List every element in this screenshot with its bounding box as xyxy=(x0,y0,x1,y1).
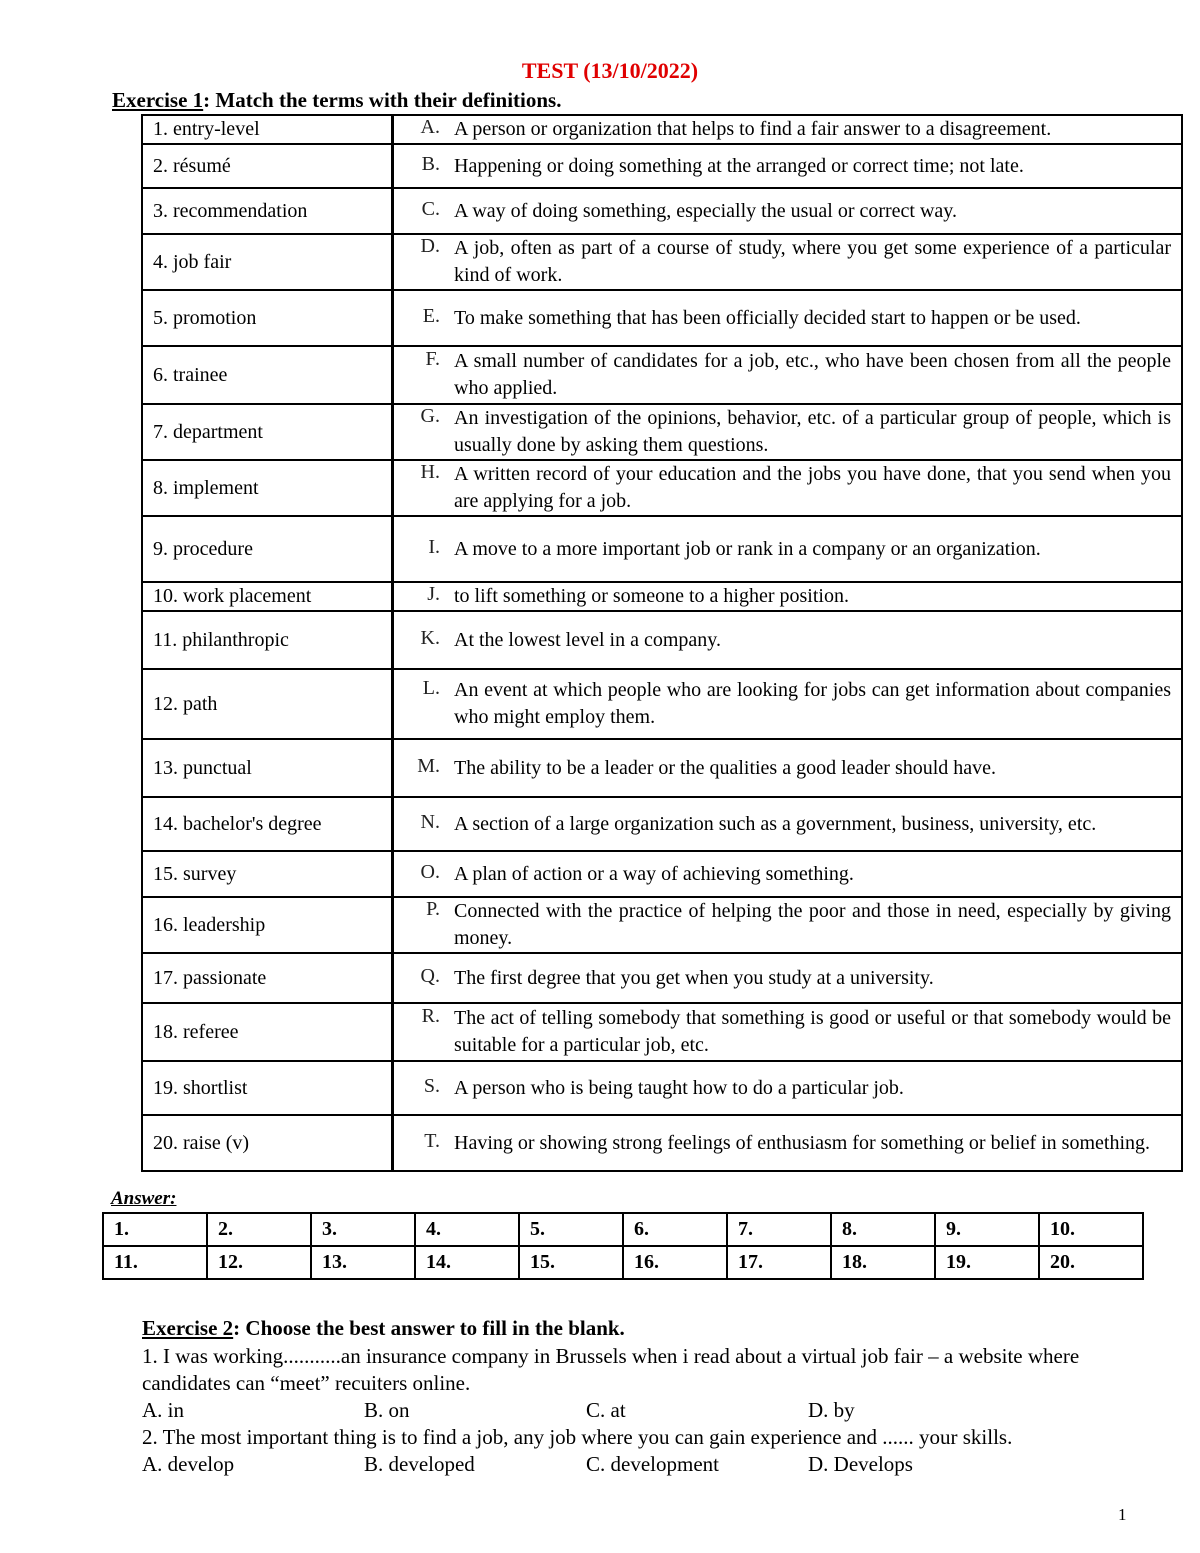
answer-cell[interactable]: 12. xyxy=(207,1246,311,1279)
definition-cell xyxy=(393,797,1183,851)
answer-cell[interactable]: 11. xyxy=(103,1246,207,1279)
match-row xyxy=(142,1115,1182,1171)
exercise-1-label: Exercise 1 xyxy=(112,88,204,112)
definition-text: Happening or doing something at the arranged or correct time; not late. xyxy=(454,154,1024,177)
definition-text: An investigation of the opinions, behavior, etc. of a particular group of people, which is usually done by asking them questions. xyxy=(454,407,1171,456)
definition-text: At the lowest level in a company. xyxy=(454,628,721,651)
exercise-2-heading xyxy=(142,1316,625,1341)
term-text: 20. raise (v) xyxy=(153,1131,250,1154)
match-row xyxy=(142,290,1182,346)
term-cell xyxy=(142,516,393,582)
term-text: 16. leadership xyxy=(153,913,266,936)
term-cell xyxy=(142,404,393,460)
exercise-2-instruction: : Choose the best answer to fill in the blank. xyxy=(233,1316,625,1340)
term-text: 3. recommendation xyxy=(153,199,308,222)
definition-cell xyxy=(393,115,1183,144)
answer-cell[interactable]: 6. xyxy=(623,1213,727,1246)
match-row xyxy=(142,460,1182,516)
definition-cell xyxy=(393,1115,1183,1171)
definition-text: A way of doing something, especially the usual or correct way. xyxy=(454,199,958,222)
term-cell xyxy=(142,797,393,851)
answer-grid xyxy=(102,1212,1144,1280)
match-row xyxy=(142,188,1182,234)
definition-text: The first degree that you get when you study at a university. xyxy=(454,966,934,989)
answer-cell[interactable]: 16. xyxy=(623,1246,727,1279)
term-text: 6. trainee xyxy=(153,363,228,386)
term-cell xyxy=(142,115,393,144)
question-1-option-b[interactable]: B. on xyxy=(364,1398,410,1422)
term-text: 13. punctual xyxy=(153,756,252,779)
term-text: 8. implement xyxy=(153,476,259,499)
definition-text: A job, often as part of a course of study, where you get some experience of a particular kind of work. xyxy=(454,237,1171,286)
match-row xyxy=(142,234,1182,290)
question-1-option-c[interactable]: C. at xyxy=(586,1398,626,1422)
definition-text: A move to a more important job or rank in a company or an organization. xyxy=(454,537,1041,560)
answer-cell[interactable]: 3. xyxy=(311,1213,415,1246)
term-cell xyxy=(142,897,393,953)
definition-cell xyxy=(393,234,1183,290)
page-title: TEST (13/10/2022) xyxy=(521,58,699,83)
question-2-text: 2. The most important thing is to find a job, any job where you can gain experience and ...... your skills. xyxy=(142,1425,1013,1449)
page-number: 1 xyxy=(1118,1505,1127,1524)
definition-letter: K. xyxy=(420,626,440,649)
exercise-1-heading xyxy=(112,88,561,113)
definition-text: A plan of action or a way of achieving something. xyxy=(454,862,854,885)
term-cell xyxy=(142,953,393,1003)
match-row xyxy=(142,953,1182,1003)
definition-text: A small number of candidates for a job, etc., who have been chosen from all the people who applied. xyxy=(454,350,1171,399)
definition-text: A section of a large organization such as a government, business, university, etc. xyxy=(454,812,1097,835)
definition-letter: S. xyxy=(423,1074,440,1097)
term-text: 10. work placement xyxy=(153,585,312,607)
definition-text: A written record of your education and the jobs you have done, that you send when you are applying for a job. xyxy=(454,463,1171,512)
match-row xyxy=(142,1061,1182,1115)
match-row xyxy=(142,346,1182,404)
match-row xyxy=(142,669,1182,739)
match-row xyxy=(142,897,1182,953)
question-1-option-d[interactable]: D. by xyxy=(808,1398,855,1422)
definition-letter: P. xyxy=(426,898,440,920)
definition-letter: O. xyxy=(420,860,440,883)
definition-letter: F. xyxy=(425,348,440,370)
term-cell xyxy=(142,669,393,739)
term-cell xyxy=(142,1003,393,1061)
answer-cell[interactable]: 4. xyxy=(415,1213,519,1246)
definition-letter: B. xyxy=(421,152,440,175)
question-1-options xyxy=(142,1397,1152,1424)
definition-letter: N. xyxy=(420,810,440,833)
term-cell xyxy=(142,144,393,188)
definition-letter: G. xyxy=(420,405,440,427)
question-2-options xyxy=(142,1451,1152,1478)
term-text: 15. survey xyxy=(153,862,237,885)
term-cell xyxy=(142,460,393,516)
answer-cell[interactable]: 20. xyxy=(1039,1246,1143,1279)
term-cell xyxy=(142,188,393,234)
definition-letter: T. xyxy=(424,1129,440,1152)
definition-letter: E. xyxy=(422,304,440,327)
definition-text: An event at which people who are looking for jobs can get information about companies who might employ them. xyxy=(454,679,1171,728)
answer-cell[interactable]: 1. xyxy=(103,1213,207,1246)
answer-cell[interactable]: 9. xyxy=(935,1213,1039,1246)
term-text: 19. shortlist xyxy=(153,1076,248,1099)
term-text: 1. entry-level xyxy=(153,118,260,140)
definition-cell xyxy=(393,582,1183,611)
exercise-2-label: Exercise 2 xyxy=(142,1316,234,1340)
answer-cell[interactable]: 2. xyxy=(207,1213,311,1246)
definition-letter: Q. xyxy=(420,964,440,987)
definition-letter: R. xyxy=(421,1005,440,1027)
term-text: 17. passionate xyxy=(153,966,267,989)
exercise-1-instruction: : Match the terms with their definitions. xyxy=(203,88,562,112)
term-text: 11. philanthropic xyxy=(153,628,289,651)
definition-text: to lift something or someone to a higher position. xyxy=(454,585,849,607)
answer-cell[interactable]: 8. xyxy=(831,1213,935,1246)
answer-cell[interactable]: 5. xyxy=(519,1213,623,1246)
term-text: 9. procedure xyxy=(153,537,253,560)
term-text: 12. path xyxy=(153,692,218,715)
definition-letter: C. xyxy=(421,197,440,220)
question-2-option-b[interactable]: B. developed xyxy=(364,1452,475,1476)
answer-row-2 xyxy=(103,1246,1143,1279)
definition-cell xyxy=(393,346,1183,404)
definition-letter: L. xyxy=(422,677,440,699)
definition-letter: J. xyxy=(427,583,440,605)
term-cell xyxy=(142,611,393,669)
term-text: 7. department xyxy=(153,420,263,443)
definition-cell xyxy=(393,188,1183,234)
definition-text: Having or showing strong feelings of enthusiasm for something or belief in something. xyxy=(454,1131,1151,1154)
match-row xyxy=(142,582,1182,611)
term-cell xyxy=(142,582,393,611)
match-row xyxy=(142,115,1182,144)
term-text: 4. job fair xyxy=(153,250,232,273)
definition-text: The act of telling somebody that something is good or useful or that somebody would be suitable for a particular job, etc. xyxy=(454,1007,1171,1056)
definition-cell xyxy=(393,290,1183,346)
answer-cell[interactable]: 17. xyxy=(727,1246,831,1279)
definition-text: Connected with the practice of helping the poor and those in need, especially by giving money. xyxy=(454,900,1171,949)
question-1-text: 1. I was working...........an insurance company in Brussels when i read about a virtual job fair – a website where candidates can “meet” recuiters online. xyxy=(142,1344,1080,1395)
answer-label: Answer: xyxy=(111,1188,177,1209)
definition-cell xyxy=(393,404,1183,460)
term-cell xyxy=(142,1061,393,1115)
question-2-option-d[interactable]: D. Develops xyxy=(808,1452,913,1476)
definition-letter: D. xyxy=(420,235,440,257)
definition-letter: M. xyxy=(417,754,440,777)
answer-cell[interactable]: 14. xyxy=(415,1246,519,1279)
match-row xyxy=(142,404,1182,460)
term-text: 2. résumé xyxy=(153,154,231,177)
match-row xyxy=(142,144,1182,188)
definition-letter: H. xyxy=(420,461,440,483)
definition-cell xyxy=(393,1003,1183,1061)
definition-cell xyxy=(393,1061,1183,1115)
match-row xyxy=(142,739,1182,797)
question-2-option-a[interactable]: A. develop xyxy=(142,1452,235,1476)
definition-cell xyxy=(393,953,1183,1003)
definition-text: To make something that has been officially decided start to happen or be used. xyxy=(454,306,1081,329)
definition-letter: A. xyxy=(420,116,440,138)
answer-cell[interactable]: 19. xyxy=(935,1246,1039,1279)
match-row xyxy=(142,851,1182,897)
term-cell xyxy=(142,346,393,404)
match-row xyxy=(142,1003,1182,1061)
term-cell xyxy=(142,290,393,346)
answer-row-1 xyxy=(103,1213,1143,1246)
matching-table xyxy=(141,114,1183,1172)
term-cell xyxy=(142,1115,393,1171)
definition-cell xyxy=(393,669,1183,739)
exercise-2-questions xyxy=(142,1343,1152,1478)
question-1-option-a[interactable]: A. in xyxy=(142,1398,184,1422)
definition-cell xyxy=(393,897,1183,953)
definition-cell xyxy=(393,460,1183,516)
match-row xyxy=(142,611,1182,669)
match-row xyxy=(142,797,1182,851)
answer-cell[interactable]: 7. xyxy=(727,1213,831,1246)
match-row xyxy=(142,516,1182,582)
term-cell xyxy=(142,739,393,797)
term-cell xyxy=(142,851,393,897)
answer-cell[interactable]: 10. xyxy=(1039,1213,1143,1246)
definition-letter: I. xyxy=(428,535,440,558)
term-cell xyxy=(142,234,393,290)
definition-cell xyxy=(393,144,1183,188)
definition-cell xyxy=(393,611,1183,669)
definition-cell xyxy=(393,739,1183,797)
term-text: 5. promotion xyxy=(153,306,257,329)
definition-text: A person or organization that helps to find a fair answer to a disagreement. xyxy=(454,118,1052,140)
answer-cell[interactable]: 18. xyxy=(831,1246,935,1279)
term-text: 18. referee xyxy=(153,1020,239,1043)
answer-cell[interactable]: 13. xyxy=(311,1246,415,1279)
definition-cell xyxy=(393,851,1183,897)
question-2-option-c[interactable]: C. development xyxy=(586,1452,719,1476)
definition-text: The ability to be a leader or the qualities a good leader should have. xyxy=(454,756,997,779)
term-text: 14. bachelor's degree xyxy=(153,812,322,835)
definition-text: A person who is being taught how to do a particular job. xyxy=(454,1076,904,1099)
definition-cell xyxy=(393,516,1183,582)
answer-cell[interactable]: 15. xyxy=(519,1246,623,1279)
